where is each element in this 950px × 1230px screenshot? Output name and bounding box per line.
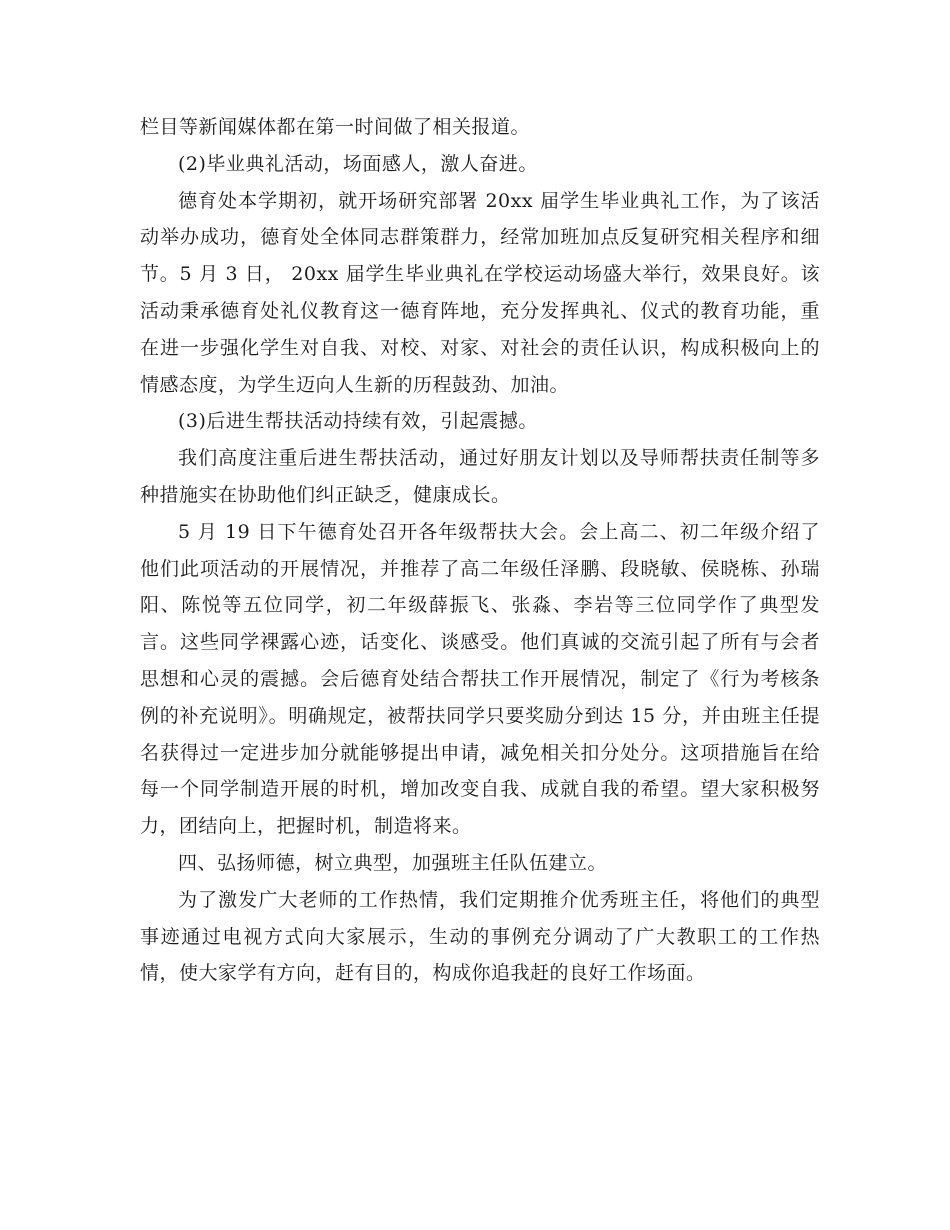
document-body [140,109,820,992]
paragraph-continuation: 栏目等新闻媒体都在第一时间做了相关报道。 [140,116,531,138]
paragraph-support-meeting: 5 月 19 日下午德育处召开各年级帮扶大会。会上高二、初二年级介绍了他们此项活动的开展情况，并推荐了高二年级任泽鹏、段晓敏、侯晓栋、孙瑞阳、陈悦等五位同学，初二年级薛振飞、张淼、李岩等三位同学作了典型发言。这些同学裸露心迹，话变化、谈感受。他们真诚的交流引起了所有与会者思想和心灵的震撼。会后德育处结合帮扶工作开展情况，制定了《行为考核条例的补充说明》。明确规定，被帮扶同学只要奖励分到达 15 分，并由班主任提名获得过一定进步加分就能够提出申请，减免相关扣分处分。这项措施旨在给每一个同学制造开展的时机，增加改变自我、成就自我的希望。望大家积极努力，团结向上，把握时机，制造将来。 [140,520,820,838]
section-heading-teacher-ethics: 四、弘扬师德，树立典型，加强班主任队伍建立。 [178,851,608,874]
subheading-graduation-ceremony: (2)毕业典礼活动，场面感人，激人奋进。 [178,152,538,175]
paragraph-graduation-ceremony: 德育处本学期初，就开场研究部署 20xx 届学生毕业典礼工作，为了该活动举办成功，德育处全体同志群策群力，经常加班加点反复研究相关程序和细节。5 月 3 日， 20xx 届学生毕业典礼在学校运动场盛大举行，效果良好。该活动秉承德育处礼仪教育这一德育阵地，充分发挥典礼、仪式的教育功能，重在进一步强化学生对自我、对校、对家、对社会的责任认识，构成积极向上的情感态度，为学生迈向人生新的历程鼓劲、加油。 [140,189,820,396]
paragraph-teacher-promotion: 为了激发广大老师的工作热情，我们定期推介优秀班主任，将他们的典型事迹通过电视方式向大家展示，生动的事例充分调动了广大教职工的工作热情，使大家学有方向，赶有目的，构成你追我赶的良好工作场面。 [140,888,820,985]
subheading-student-support: (3)后进生帮扶活动持续有效，引起震撼。 [178,410,538,433]
paragraph-support-measures: 我们高度注重后进生帮扶活动，通过好朋友计划以及导师帮扶责任制等多种措施实在协助他们纠正缺乏，健康成长。 [140,447,820,506]
